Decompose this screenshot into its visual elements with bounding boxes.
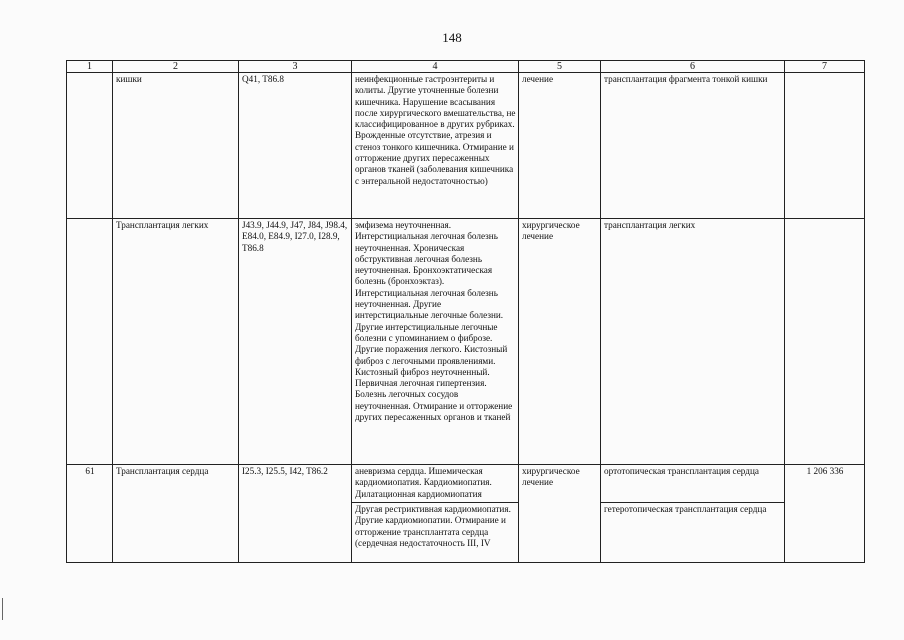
column-header-1: 1 (67, 61, 113, 73)
table-row (67, 465, 865, 503)
row-treatment-cell: хирургическое лечение (519, 465, 601, 563)
row-codes-cell: J43.9, J44.9, J47, J84, J98.4, E84.0, E84.9, I27.0, I28.9, T86.8 (239, 219, 352, 465)
row-codes-cell: Q41, T86.8 (239, 73, 352, 219)
row-treatment-cell: лечение (519, 73, 601, 219)
row-cost-cell: 1 206 336 (785, 465, 865, 563)
column-header-5: 5 (519, 61, 601, 73)
table-row (67, 73, 865, 219)
row-diagnosis-cell: Другая рестриктивная кардиомиопатия. Другие кардиомиопатии. Отмирание и отторжение трансплантата сердца (сердечная недостаточность III, IV (352, 503, 519, 563)
column-header-7: 7 (785, 61, 865, 73)
row-treatment-cell: хирургическое лечение (519, 219, 601, 465)
table-row (67, 219, 865, 465)
column-header-3: 3 (239, 61, 352, 73)
row-number-cell (67, 219, 113, 465)
page-number: 148 (442, 30, 462, 45)
row-method-cell: трансплантация фрагмента тонкой кишки (601, 73, 785, 219)
column-header-6: 6 (601, 61, 785, 73)
row-name-cell: кишки (113, 73, 239, 219)
column-header-2: 2 (113, 61, 239, 73)
row-method-cell: трансплантация легких (601, 219, 785, 465)
row-name-cell: Трансплантация сердца (113, 465, 239, 563)
column-header-4: 4 (352, 61, 519, 73)
row-codes-cell: I25.3, I25.5, I42, T86.2 (239, 465, 352, 563)
row-method-cell: ортотопическая трансплантация сердца (601, 465, 785, 503)
row-number-cell (67, 73, 113, 219)
row-cost-cell (785, 219, 865, 465)
header-row (67, 61, 865, 73)
row-diagnosis-cell: эмфизема неуточненная. Интерстициальная легочная болезнь неуточненная. Хроническая обструктивная легочная болезнь неуточненная. Бронхоэктатическая болезнь (бронхоэктаз). Интерстициальная легочная болезнь неуточненная. Другие интерстициальные легочные болезни. Другие интерстициальные легочные болезни с упоминанием о фиброзе. Другие поражения легкого. Кистозный фиброз с легочными проявлениями. Кистозный фиброз неуточненный. Первичная легочная гипертензия. Болезнь легочных сосудов неуточненная. Отмирание и отторжение других пересаженных органов и тканей (352, 219, 519, 465)
row-number-cell: 61 (67, 465, 113, 563)
row-name-cell: Трансплантация легких (113, 219, 239, 465)
row-diagnosis-cell: неинфекционные гастроэнтериты и колиты. Другие уточненные болезни кишечника. Нарушение всасывания после хирургического вмешательства, не классифицированное в других рубриках. Врожденные отсутствие, атрезия и стеноз тонкого кишечника. Отмирание и отторжение других пересаженных органов тканей (заболевания кишечника с энтеральной недостаточностью) (352, 73, 519, 219)
scan-edge-mark (2, 598, 3, 620)
row-method-cell: гетеротопическая трансплантация сердца (601, 503, 785, 563)
row-diagnosis-cell: аневризма сердца. Ишемическая кардиомиопатия. Кардиомиопатия. Дилатационная кардиомиопатия (352, 465, 519, 503)
medical-care-table (66, 60, 865, 563)
row-cost-cell (785, 73, 865, 219)
